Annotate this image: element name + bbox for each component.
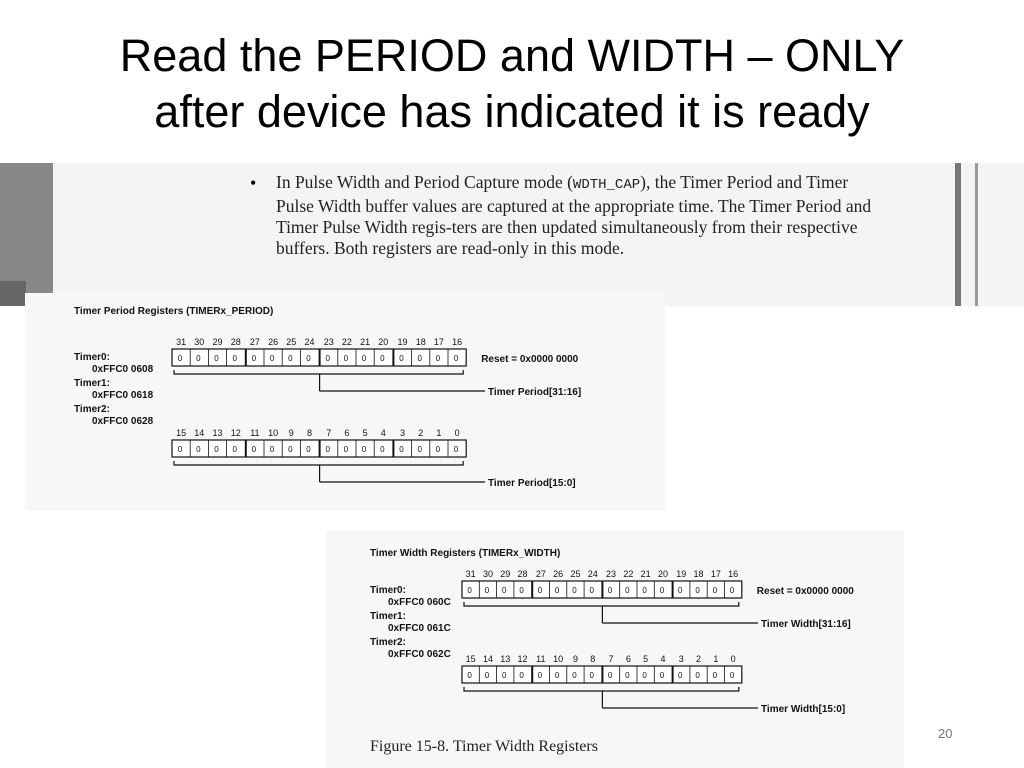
bit-number: 24	[587, 569, 598, 579]
period-register-svg	[25, 293, 665, 511]
bit-value: 0	[659, 671, 665, 680]
bit-value: 0	[214, 445, 219, 454]
bit-number: 24	[304, 337, 315, 347]
field-bracket	[464, 687, 739, 691]
bit-number: 31	[176, 337, 187, 347]
bit-value: 0	[251, 445, 257, 454]
bit-number: 8	[306, 428, 313, 438]
excerpt-part-1: In Pulse Width and Period Capture mode (	[276, 172, 573, 192]
bit-value: 0	[288, 445, 293, 454]
page-number: 20	[938, 726, 953, 741]
bit-number: 21	[360, 337, 371, 347]
bit-value: 0	[589, 586, 594, 595]
bit-number: 0	[454, 428, 460, 438]
bit-number: 8	[590, 654, 596, 664]
bit-value: 0	[607, 671, 613, 680]
bit-value: 0	[502, 586, 507, 595]
bit-number: 22	[623, 569, 634, 579]
timer-name: Timer1:	[370, 611, 406, 622]
scan-edge-left-dark	[0, 281, 26, 306]
bit-value: 0	[537, 586, 543, 595]
bit-value: 0	[659, 586, 665, 595]
bit-value: 0	[325, 445, 330, 454]
bit-number: 7	[326, 428, 332, 438]
bit-number: 15	[465, 654, 476, 664]
bit-value: 0	[361, 354, 367, 363]
bit-number: 25	[286, 337, 297, 347]
scan-edge-right	[955, 163, 961, 306]
bit-value: 0	[554, 671, 560, 680]
bit-value: 0	[343, 445, 349, 454]
bit-value: 0	[306, 354, 311, 363]
bit-number: 21	[640, 569, 651, 579]
bit-value: 0	[484, 586, 490, 595]
bit-value: 0	[589, 671, 594, 680]
bit-value: 0	[467, 586, 472, 595]
bit-value: 0	[572, 586, 577, 595]
bit-value: 0	[232, 354, 237, 363]
bit-value: 0	[177, 354, 183, 363]
bit-value: 0	[712, 586, 718, 595]
field-bracket	[174, 370, 463, 374]
bit-number: 29	[500, 569, 511, 579]
bit-number: 4	[380, 428, 386, 438]
field-label: Timer Period[15:0]	[488, 478, 576, 489]
bit-number: 2	[696, 654, 702, 664]
field-bracket	[174, 461, 463, 465]
bit-number: 3	[399, 428, 406, 438]
bit-number: 30	[482, 569, 493, 579]
slide-title-line-2: after device has indicated it is ready	[154, 86, 870, 137]
bit-number: 19	[397, 337, 408, 347]
bit-number: 17	[710, 569, 721, 579]
bit-value: 0	[306, 445, 311, 454]
bit-value: 0	[196, 354, 201, 363]
bit-value: 0	[361, 445, 367, 454]
bit-value: 0	[325, 354, 330, 363]
excerpt-paragraph	[276, 172, 876, 259]
timer-name: Timer2:	[74, 404, 110, 415]
bit-value: 0	[695, 586, 700, 595]
timer-address: 0xFFC0 062C	[388, 649, 451, 660]
bit-number: 9	[288, 428, 294, 438]
slide-title-line-1: Read the PERIOD and WIDTH – ONLY	[119, 30, 905, 81]
bit-value: 0	[554, 586, 560, 595]
bit-number: 4	[660, 654, 666, 664]
bit-value: 0	[214, 354, 219, 363]
bit-value: 0	[417, 354, 422, 363]
bit-value: 0	[417, 445, 422, 454]
bit-value: 0	[642, 586, 647, 595]
bit-number: 27	[535, 569, 546, 579]
field-label: Timer Width[31:16]	[761, 619, 851, 630]
bit-value: 0	[196, 445, 201, 454]
bit-number: 12	[517, 654, 528, 664]
bit-number: 5	[362, 428, 368, 438]
timer-name: Timer0:	[370, 585, 406, 596]
bit-number: 27	[249, 337, 260, 347]
excerpt-mono: WDTH_CAP	[572, 177, 641, 193]
bit-number: 10	[553, 654, 564, 664]
timer-address: 0xFFC0 061C	[388, 623, 451, 634]
timer-address: 0xFFC0 060C	[388, 597, 451, 608]
bit-number: 16	[728, 569, 739, 579]
bit-value: 0	[269, 354, 275, 363]
bit-number: 6	[344, 428, 350, 438]
bit-value: 0	[453, 445, 459, 454]
timer-address: 0xFFC0 0628	[92, 416, 154, 427]
bit-value: 0	[380, 354, 385, 363]
bit-value: 0	[399, 354, 404, 363]
bit-value: 0	[642, 671, 647, 680]
bit-number: 13	[212, 428, 223, 438]
bit-value: 0	[269, 445, 275, 454]
bit-number: 3	[678, 654, 684, 664]
bit-number: 23	[606, 569, 617, 579]
bit-value: 0	[502, 671, 507, 680]
bit-value: 0	[729, 586, 735, 595]
bit-value: 0	[519, 586, 524, 595]
bit-value: 0	[251, 354, 257, 363]
field-label: Timer Period[31:16]	[488, 387, 582, 398]
bit-number: 28	[517, 569, 528, 579]
bit-value: 0	[435, 354, 441, 363]
bit-number: 5	[643, 654, 649, 664]
reset-value: Reset = 0x0000 0000	[756, 586, 854, 597]
bit-number: 16	[452, 337, 463, 347]
bit-number: 30	[194, 337, 205, 347]
bit-value: 0	[625, 671, 630, 680]
bit-number: 13	[500, 654, 511, 664]
field-bracket	[464, 602, 739, 606]
bit-number: 26	[268, 337, 279, 347]
bit-value: 0	[177, 445, 183, 454]
bit-value: 0	[380, 445, 385, 454]
scanned-text-excerpt	[0, 163, 1024, 306]
bit-value: 0	[625, 586, 630, 595]
register-title: Timer Width Registers (TIMERx_WIDTH)	[370, 548, 561, 559]
bit-value: 0	[729, 671, 735, 680]
bit-value: 0	[343, 354, 349, 363]
figure-caption: Figure 15-8. Timer Width Registers	[370, 738, 598, 755]
timer-address: 0xFFC0 0618	[92, 390, 154, 401]
bit-number: 20	[378, 337, 389, 347]
bit-number: 25	[570, 569, 581, 579]
bit-number: 0	[730, 654, 736, 664]
bit-number: 18	[693, 569, 704, 579]
bit-value: 0	[399, 445, 404, 454]
bit-number: 26	[553, 569, 564, 579]
bit-number: 19	[676, 569, 687, 579]
bit-number: 28	[230, 337, 241, 347]
bit-value: 0	[572, 671, 577, 680]
bit-number: 1	[436, 428, 442, 438]
excerpt-part-2: ), the Timer Period and Timer Pulse Width buffer values are captured at the appropriate time. The Timer Period and Timer Pulse Width regis-ters are then updated simultaneously from their respective buffers. Both registers are read-only in this mode.	[276, 172, 872, 258]
bit-value: 0	[678, 586, 683, 595]
bit-number: 18	[415, 337, 426, 347]
bit-value: 0	[537, 671, 543, 680]
slide-title	[0, 28, 1024, 140]
bit-value: 0	[288, 354, 293, 363]
bit-number: 9	[572, 654, 578, 664]
bit-value: 0	[453, 354, 459, 363]
bit-number: 15	[176, 428, 187, 438]
bit-number: 11	[536, 654, 546, 664]
register-title: Timer Period Registers (TIMERx_PERIOD)	[74, 306, 274, 317]
timer-name: Timer1:	[74, 378, 110, 389]
bit-number: 20	[657, 569, 668, 579]
field-label: Timer Width[15:0]	[761, 704, 846, 715]
bit-number: 6	[625, 654, 631, 664]
width-register-diagram	[326, 531, 904, 768]
bit-value: 0	[607, 586, 613, 595]
bullet-icon: •	[250, 173, 257, 193]
bit-value: 0	[678, 671, 683, 680]
period-register-diagram	[25, 293, 665, 511]
bit-number: 31	[465, 569, 476, 579]
bit-value: 0	[435, 445, 441, 454]
bit-value: 0	[484, 671, 490, 680]
bit-number: 12	[230, 428, 241, 438]
timer-name: Timer0:	[74, 352, 110, 363]
bit-value: 0	[695, 671, 700, 680]
bit-number: 17	[433, 337, 444, 347]
bit-value: 0	[519, 671, 524, 680]
reset-value: Reset = 0x0000 0000	[481, 354, 579, 365]
bit-value: 0	[467, 671, 472, 680]
bit-number: 29	[212, 337, 223, 347]
timer-name: Timer2:	[370, 637, 406, 648]
scan-edge-right-thin	[975, 163, 978, 306]
bit-number: 10	[268, 428, 279, 438]
bit-number: 23	[323, 337, 334, 347]
timer-address: 0xFFC0 0608	[92, 364, 154, 375]
width-register-svg	[326, 531, 904, 768]
bit-number: 11	[250, 428, 260, 438]
bit-number: 22	[341, 337, 352, 347]
bit-value: 0	[712, 671, 718, 680]
bit-number: 1	[713, 654, 719, 664]
bit-number: 14	[194, 428, 205, 438]
bit-number: 7	[608, 654, 614, 664]
bit-number: 14	[482, 654, 493, 664]
bit-number: 2	[418, 428, 424, 438]
bit-value: 0	[232, 445, 237, 454]
